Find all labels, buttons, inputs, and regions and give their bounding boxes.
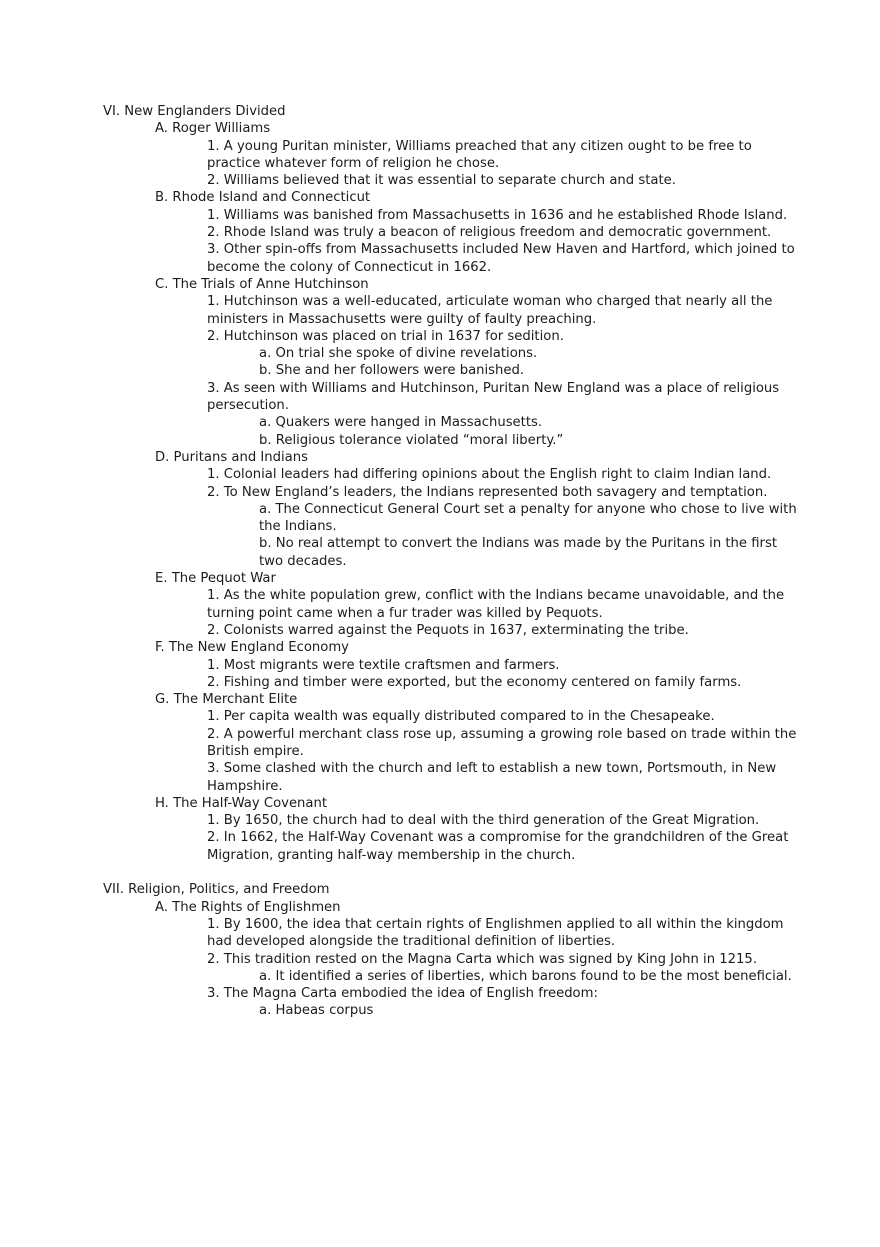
outline-document (0, 103, 880, 1020)
outline-point: ministers in Massachusetts were guilty of faulty preaching. (207, 311, 597, 327)
section-heading: VI. New Englanders Divided (103, 104, 286, 119)
subsection-heading: C. The Trials of Anne Hutchinson (155, 276, 369, 292)
outline-point: 1. As the white population grew, conflict with the Indians became unavoidable, and the (207, 588, 785, 604)
outline-subpoint: a. Habeas corpus (259, 1003, 374, 1019)
subsection-heading: F. The New England Economy (155, 640, 349, 656)
outline-point: 1. A young Puritan minister, Williams preached that any citizen ought to be free to (207, 138, 752, 154)
outline-subpoint: b. Religious tolerance violated “moral liberty.” (259, 432, 564, 448)
outline-point: 1. By 1650, the church had to deal with the third generation of the Great Migration. (207, 813, 760, 829)
outline-point: 3. The Magna Carta embodied the idea of English freedom: (207, 986, 598, 1002)
subsection-heading: D. Puritans and Indians (155, 449, 308, 465)
subsection-heading: A. The Rights of Englishmen (155, 899, 341, 915)
section-heading: VII. Religion, Politics, and Freedom (103, 882, 330, 898)
subsection-heading: E. The Pequot War (155, 571, 276, 587)
outline-point: 2. Williams believed that it was essential to separate church and state. (207, 173, 676, 189)
outline-point: Hampshire. (207, 778, 283, 794)
outline-point: 1. Most migrants were textile craftsmen and farmers. (207, 657, 560, 673)
subsection-heading: H. The Half-Way Covenant (155, 795, 328, 811)
outline-subpoint: b. No real attempt to convert the Indians was made by the Puritans in the first (259, 536, 777, 552)
subsection-heading: A. Roger Williams (155, 121, 271, 137)
outline-point: 3. Some clashed with the church and left to establish a new town, Portsmouth, in New (207, 761, 777, 777)
outline-point: 3. Other spin-offs from Massachusetts included New Haven and Hartford, which joined to (207, 242, 795, 258)
outline-point: British empire. (207, 743, 304, 759)
outline-point: 2. Hutchinson was placed on trial in 1637 for sedition. (207, 328, 564, 344)
outline-point: 2. In 1662, the Half-Way Covenant was a compromise for the grandchildren of the Great (207, 830, 789, 846)
outline-point: Migration, granting half-way membership in the church. (207, 847, 576, 863)
outline-subpoint: b. She and her followers were banished. (259, 363, 525, 379)
outline-point: 1. Colonial leaders had differing opinions about the English right to claim Indian land. (207, 467, 772, 483)
outline-point: 1. Per capita wealth was equally distributed compared to in the Chesapeake. (207, 709, 715, 725)
outline-subpoint: a. Quakers were hanged in Massachusetts. (259, 415, 543, 431)
outline-subpoint: a. It identified a series of liberties, which barons found to be the most beneficial. (259, 968, 792, 984)
outline-point: 3. As seen with Williams and Hutchinson, Puritan New England was a place of religious (207, 380, 780, 396)
outline-point: persecution. (207, 398, 289, 414)
outline-point: become the colony of Connecticut in 1662. (207, 259, 492, 275)
outline-subpoint: a. The Connecticut General Court set a penalty for anyone who chose to live with (259, 501, 797, 517)
subsection-heading: B. Rhode Island and Connecticut (155, 190, 371, 206)
outline-subpoint: the Indians. (259, 519, 337, 535)
outline-point: 2. This tradition rested on the Magna Carta which was signed by King John in 1215. (207, 951, 758, 967)
outline-point: 2. Colonists warred against the Pequots in 1637, exterminating the tribe. (207, 622, 689, 638)
outline-point: 2. A powerful merchant class rose up, assuming a growing role based on trade within the (207, 726, 797, 742)
section-spacer (0, 864, 880, 881)
outline-point: 2. To New England’s leaders, the Indians represented both savagery and temptation. (207, 484, 768, 500)
outline-point: turning point came when a fur trader was killed by Pequots. (207, 605, 603, 621)
outline-point: 2. Fishing and timber were exported, but the economy centered on family farms. (207, 674, 742, 690)
outline-point: 1. Hutchinson was a well-educated, articulate woman who charged that nearly all the (207, 294, 773, 310)
subsection-heading: G. The Merchant Elite (155, 692, 298, 708)
outline-point: practice whatever form of religion he chose. (207, 155, 500, 171)
outline-point: 1. By 1600, the idea that certain rights of Englishmen applied to all within the kingdom (207, 916, 784, 932)
outline-point: had developed alongside the traditional definition of liberties. (207, 934, 616, 950)
outline-subpoint: a. On trial she spoke of divine revelations. (259, 346, 538, 362)
outline-subpoint: two decades. (259, 553, 347, 569)
outline-point: 1. Williams was banished from Massachusetts in 1636 and he established Rhode Island. (207, 207, 788, 223)
outline-point: 2. Rhode Island was truly a beacon of religious freedom and democratic government. (207, 225, 772, 241)
